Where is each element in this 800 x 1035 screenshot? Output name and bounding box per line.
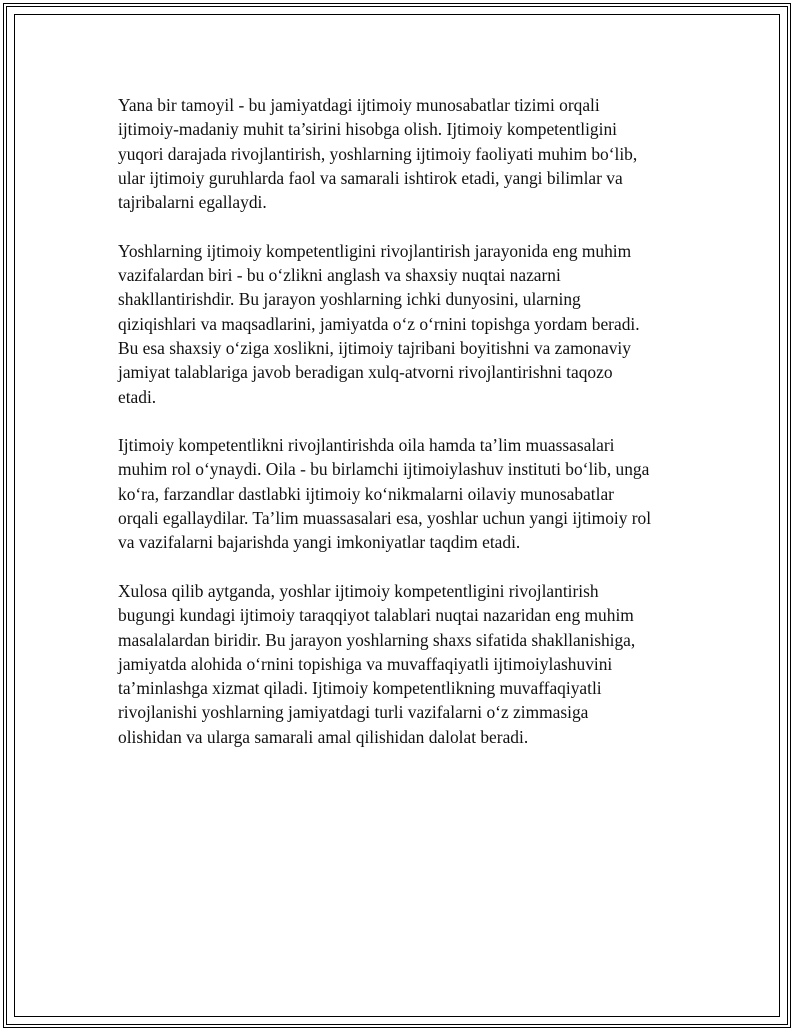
paragraph-3: Ijtimoiy kompetentlikni rivojlantirishda oila hamda ta’lim muassasalari muhim rol o‘ynaydi. Oila - bu birlamchi ijtimoiylashuv instituti bo‘lib, unga ko‘ra, farzandlar dastlabki ijtimoiy ko‘nikmalarni oilaviy munosabatlar orqali egallaydilar. Ta’lim muassasalari esa, yoshlar uchun yangi ijtimoiy rol va vazifalarni bajarishda yangi imkoniyatlar taqdim etadi. <box>118 435 652 553</box>
paragraph-4: Xulosa qilib aytganda, yoshlar ijtimoiy kompetentligini rivojlantirish bugungi kundagi ijtimoiy taraqqiyot talablari nuqtai nazaridan eng muhim masalalardan biridir. Bu jarayon yoshlarning shaxs sifatida shakllanishiga, jamiyatda alohida o‘rnini topishiga va muvaffaqiyatli ijtimoiylashuvini ta’minlashga xizmat qiladi. Ijtimoiy kompetentlikning muvaffaqiyatli rivojlanishi yoshlarning jamiyatdagi turli vazifalarni o‘z zimmasiga olishidan va ularga samarali amal qilishidan dalolat beradi. <box>118 580 636 747</box>
paragraph-1: Yana bir tamoyil - bu jamiyatdagi ijtimoiy munosabatlar tizimi orqali ijtimoiy-madaniy muhit ta’sirini hisobga olish. Ijtimoiy kompetentligini yuqori darajada rivojlantirish, yoshlarning ijtimoiy faoliyati muhim bo‘lib, ular ijtimoiy guruhlarda faol va samarali ishtirok etadi, yangi bilimlar va tajribalarni egallaydi. <box>118 95 638 213</box>
document-body <box>118 93 693 773</box>
paragraph-2: Yoshlarning ijtimoiy kompetentligini rivojlantirish jarayonida eng muhim vazifalardan biri - bu o‘zlikni anglash va shaxsiy nuqtai nazarni shakllantirishdir. Bu jarayon yoshlarning ichki dunyosini, ularning qiziqishlari va maqsadlarini, jamiyatda o‘z o‘rnini topishga yordam beradi. Bu esa shaxsiy o‘ziga xoslikni, ijtimoiy tajribani boyitishni va zamonaviy jamiyat talablariga javob beradigan xulq-atvorni rivojlantirishni taqozo etadi. <box>118 240 640 407</box>
